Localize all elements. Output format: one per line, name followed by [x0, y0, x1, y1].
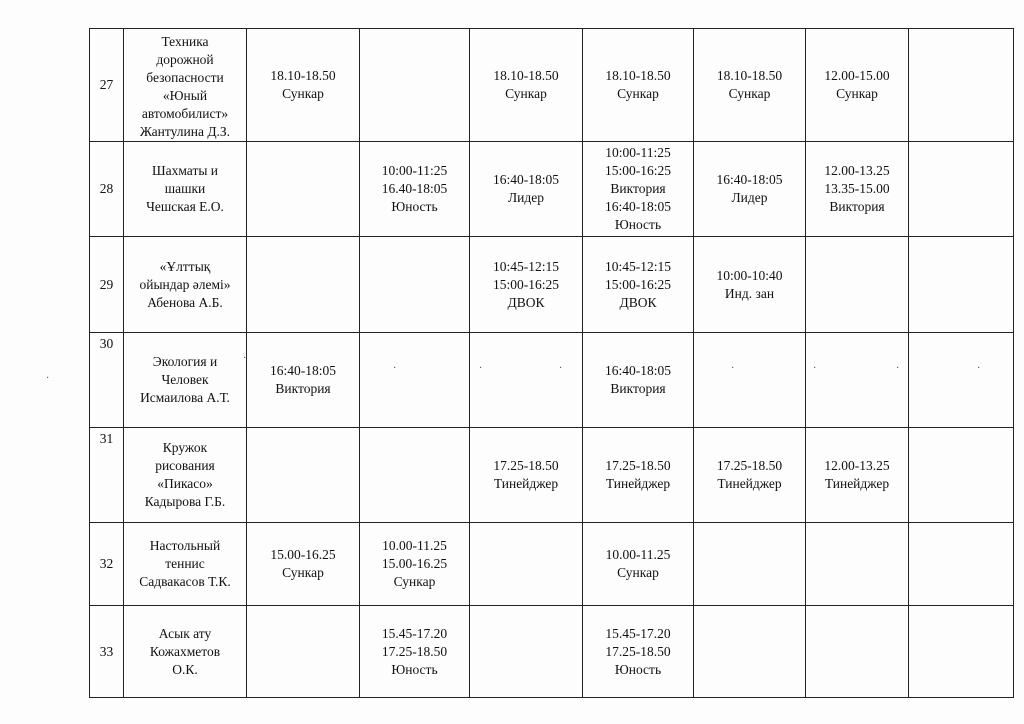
row-number: 31 [90, 428, 124, 523]
schedule-cell-fri [694, 333, 806, 428]
club-name: Асык ату Кожахметов О.К. [124, 606, 247, 698]
schedule-cell-fri: 10:00-10:40 Инд. зан [694, 237, 806, 333]
schedule-cell-thu: 17.25-18.50 Тинейджер [583, 428, 694, 523]
schedule-cell-sat [806, 333, 909, 428]
schedule-cell-sat [806, 237, 909, 333]
schedule-cell-wed [470, 333, 583, 428]
table-row [90, 29, 1014, 142]
scan-speck: · [46, 373, 50, 384]
club-name: Техника дорожной безопасности «Юный автомобилист» Жантулина Д.З. [124, 29, 247, 142]
schedule-cell-sun [909, 333, 1014, 428]
schedule-cell-thu: 10:00-11:25 15:00-16:25 Виктория 16:40-18:05 Юность [583, 142, 694, 237]
table-row [90, 428, 1014, 523]
club-name: Настольный теннис Садвакасов Т.К. [124, 523, 247, 606]
scan-speck: · [813, 363, 817, 374]
schedule-cell-sun [909, 606, 1014, 698]
row-number: 32 [90, 523, 124, 606]
schedule-cell-wed: 18.10-18.50 Сункар [470, 29, 583, 142]
scan-speck: · [731, 363, 735, 374]
schedule-cell-thu: 10.00-11.25 Сункар [583, 523, 694, 606]
schedule-cell-wed [470, 606, 583, 698]
schedule-cell-tue [360, 237, 470, 333]
schedule-cell-wed: 17.25-18.50 Тинейджер [470, 428, 583, 523]
table-row [90, 523, 1014, 606]
schedule-cell-mon [247, 237, 360, 333]
schedule-cell-tue [360, 29, 470, 142]
schedule-cell-wed: 10:45-12:15 15:00-16:25 ДВОК [470, 237, 583, 333]
schedule-cell-fri: 18.10-18.50 Сункар [694, 29, 806, 142]
schedule-cell-sat [806, 523, 909, 606]
schedule-cell-thu: 10:45-12:15 15:00-16:25 ДВОК [583, 237, 694, 333]
scan-speck: · [896, 363, 900, 374]
schedule-cell-sun [909, 29, 1014, 142]
scan-speck: · [559, 363, 563, 374]
club-name: «Ұлттық ойындар әлемі» Абенова А.Б. [124, 237, 247, 333]
row-number: 33 [90, 606, 124, 698]
schedule-cell-tue: 10.00-11.25 15.00-16.25 Сункар [360, 523, 470, 606]
schedule-cell-tue: 15.45-17.20 17.25-18.50 Юность [360, 606, 470, 698]
schedule-cell-mon [247, 142, 360, 237]
schedule-cell-thu: 15.45-17.20 17.25-18.50 Юность [583, 606, 694, 698]
schedule-cell-tue: 10:00-11:25 16.40-18:05 Юность [360, 142, 470, 237]
scan-speck: · [243, 353, 247, 364]
schedule-cell-sat: 12.00-15.00 Сункар [806, 29, 909, 142]
schedule-cell-sun [909, 428, 1014, 523]
table-row [90, 142, 1014, 237]
schedule-cell-mon [247, 428, 360, 523]
schedule-cell-thu: 18.10-18.50 Сункар [583, 29, 694, 142]
schedule-cell-mon: 15.00-16.25 Сункар [247, 523, 360, 606]
schedule-cell-tue [360, 428, 470, 523]
schedule-cell-sun [909, 237, 1014, 333]
schedule-cell-fri: 16:40-18:05 Лидер [694, 142, 806, 237]
club-name: Кружок рисования «Пикасо» Кадырова Г.Б. [124, 428, 247, 523]
row-number: 29 [90, 237, 124, 333]
scan-speck: · [479, 363, 483, 374]
row-number: 30 [90, 333, 124, 428]
schedule-cell-fri: 17.25-18.50 Тинейджер [694, 428, 806, 523]
schedule-cell-sun [909, 523, 1014, 606]
schedule-cell-mon: 18.10-18.50 Сункар [247, 29, 360, 142]
row-number: 27 [90, 29, 124, 142]
scan-speck: · [977, 363, 981, 374]
club-name: Экология и Человек Исмаилова А.Т. [124, 333, 247, 428]
schedule-cell-thu: 16:40-18:05 Виктория [583, 333, 694, 428]
table-row [90, 333, 1014, 428]
scan-speck: · [393, 363, 397, 374]
table-row [90, 606, 1014, 698]
schedule-cell-sat [806, 606, 909, 698]
club-name: Шахматы и шашки Чешская Е.О. [124, 142, 247, 237]
schedule-cell-tue [360, 333, 470, 428]
schedule-cell-fri [694, 606, 806, 698]
row-number: 28 [90, 142, 124, 237]
schedule-cell-fri [694, 523, 806, 606]
schedule-cell-mon [247, 606, 360, 698]
schedule-cell-wed: 16:40-18:05 Лидер [470, 142, 583, 237]
schedule-cell-sat: 12.00-13.25 13.35-15.00 Виктория [806, 142, 909, 237]
schedule-cell-mon: 16:40-18:05 Виктория [247, 333, 360, 428]
schedule-table [89, 28, 1014, 698]
schedule-cell-wed [470, 523, 583, 606]
schedule-cell-sat: 12.00-13.25 Тинейджер [806, 428, 909, 523]
table-row [90, 237, 1014, 333]
schedule-cell-sun [909, 142, 1014, 237]
